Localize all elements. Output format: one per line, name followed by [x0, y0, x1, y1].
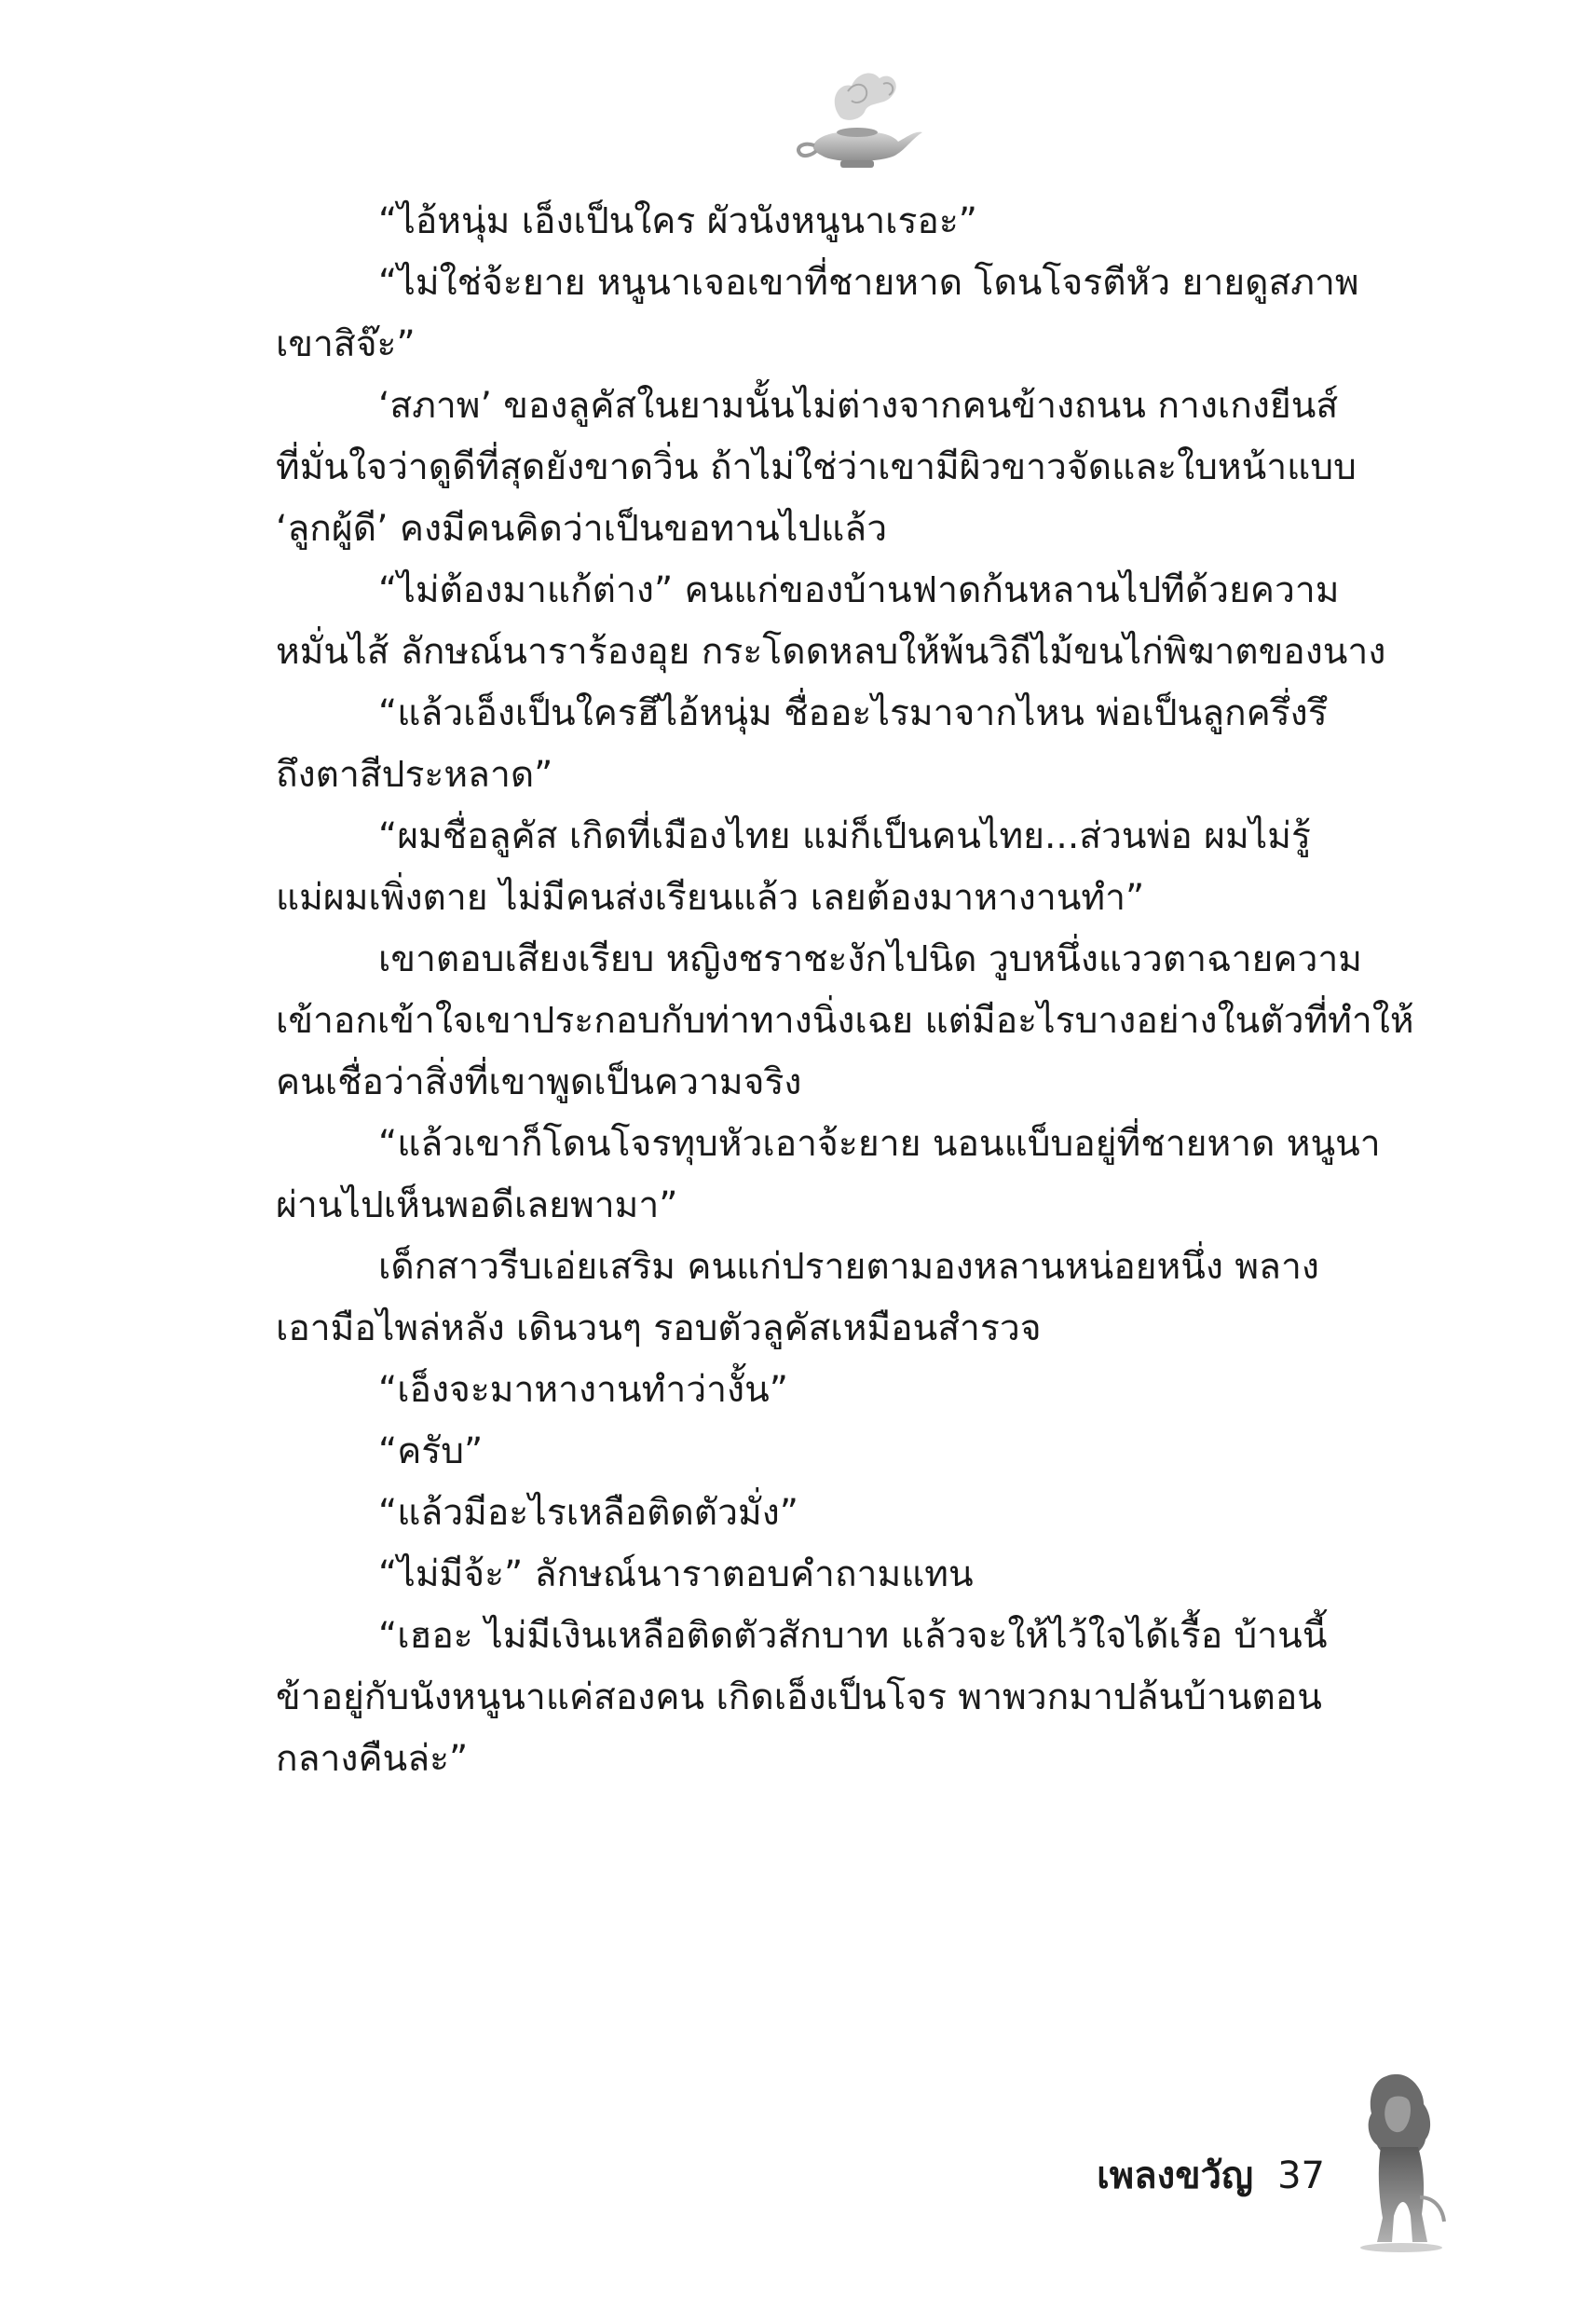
text-line: “ไม่ต้องมาแก้ต่าง” คนแก่ของบ้านฟาดก้นหลานไปทีด้วยความ — [378, 569, 1340, 611]
text-line: “ไอ้หนุ่ม เอ็งเป็นใคร ผัวนังหนูนาเรอะ” — [378, 200, 977, 242]
text-line: ‘สภาพ’ ของลูคัสในยามนั้นไม่ต่างจากคนข้างถนน กางเกงยีนส์ — [378, 385, 1339, 427]
body-text — [276, 191, 1431, 1790]
page-footer — [1097, 2058, 1461, 2253]
paragraph — [276, 929, 1431, 1114]
text-line: เด็กสาวรีบเอ่ยเสริม คนแก่ปรายตามองหลานหน่อยหนึ่ง พลาง — [378, 1246, 1319, 1288]
text-line: เขาสิจ๊ะ” — [276, 323, 416, 365]
text-line: “ครับ” — [378, 1430, 484, 1472]
text-line: “ไม่มีจ้ะ” ลักษณ์นาราตอบคำถามแทน — [378, 1553, 974, 1595]
paragraph — [276, 376, 1431, 560]
paragraph — [276, 1114, 1431, 1237]
text-line: ถึงตาสีประหลาด” — [276, 754, 553, 796]
text-line: ข้าอยู่กับนังหนูนาแค่สองคน เกิดเอ็งเป็นโจร พาพวกมาปล้นบ้านตอน — [276, 1676, 1322, 1718]
paragraph — [276, 191, 1431, 253]
text-line: “ผมชื่อลูคัส เกิดที่เมืองไทย แม่ก็เป็นคนไทย...ส่วนพ่อ ผมไม่รู้ — [378, 815, 1311, 857]
paragraph — [276, 1483, 1431, 1544]
text-line: ที่มั่นใจว่าดูดีที่สุดยังขาดวิ่น ถ้าไม่ใช่ว่าเขามีผิวขาวจัดและใบหน้าแบบ — [276, 446, 1357, 488]
book-title: เพลงขวัญ — [1097, 2154, 1254, 2197]
magic-lamp-icon — [783, 63, 932, 175]
text-line: คนเชื่อว่าสิ่งที่เขาพูดเป็นความจริง — [276, 1061, 802, 1103]
paragraph — [276, 683, 1431, 806]
paragraph — [276, 253, 1431, 376]
paragraph — [276, 1544, 1431, 1606]
paragraph — [276, 560, 1431, 683]
paragraph — [276, 1360, 1431, 1421]
paragraph — [276, 1606, 1431, 1790]
text-line: หมั่นไส้ ลักษณ์นาราร้องอุย กระโดดหลบให้พ้นวิถีไม้ขนไก่พิฆาตของนาง — [276, 631, 1386, 673]
text-line: ผ่านไปเห็นพอดีเลยพามา” — [276, 1184, 678, 1226]
lion-icon — [1340, 2058, 1461, 2253]
text-line: “แล้วเขาก็โดนโจรทุบหัวเอาจ้ะยาย นอนแบ็บอยู่ที่ชายหาด หนูนา — [378, 1123, 1381, 1165]
text-line: “แล้วเอ็งเป็นใครฮึไอ้หนุ่ม ชื่ออะไรมาจากไหน พ่อเป็นลูกครึ่งรึ — [378, 692, 1328, 734]
text-line: ‘ลูกผู้ดี’ คงมีคนคิดว่าเป็นขอทานไปแล้ว — [276, 508, 888, 550]
page-number: 37 — [1277, 2154, 1325, 2197]
text-line: “แล้วมีอะไรเหลือติดตัวมั่ง” — [378, 1492, 798, 1534]
paragraph — [276, 1421, 1431, 1483]
text-line: เอามือไพล่หลัง เดินวนๆ รอบตัวลูคัสเหมือนสำรวจ — [276, 1307, 1042, 1349]
text-line: เข้าอกเข้าใจเขาประกอบกับท่าทางนิ่งเฉย แต่มีอะไรบางอย่างในตัวที่ทำให้ — [276, 1000, 1414, 1042]
text-line: “เอ็งจะมาหางานทำว่างั้น” — [378, 1369, 788, 1411]
text-line: แม่ผมเพิ่งตาย ไม่มีคนส่งเรียนแล้ว เลยต้องมาหางานทำ” — [276, 877, 1145, 919]
paragraph — [276, 1237, 1431, 1360]
text-line: “ไม่ใช่จ้ะยาย หนูนาเจอเขาที่ชายหาด โดนโจรตีหัว ยายดูสภาพ — [378, 262, 1359, 304]
paragraph — [276, 806, 1431, 929]
text-line: กลางคืนล่ะ” — [276, 1738, 469, 1780]
text-line: เขาตอบเสียงเรียบ หญิงชราชะงักไปนิด วูบหนึ่งแววตาฉายความ — [378, 938, 1362, 980]
text-line: “เฮอะ ไม่มีเงินเหลือติดตัวสักบาท แล้วจะให้ไว้ใจได้เรื้อ บ้านนี้ — [378, 1615, 1328, 1657]
